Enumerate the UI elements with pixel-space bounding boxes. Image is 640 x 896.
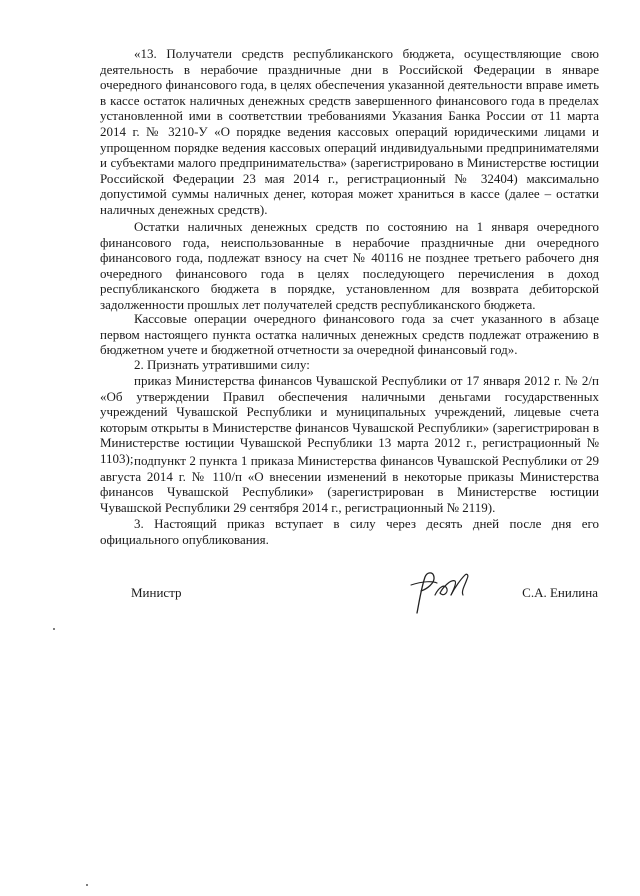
paragraph-cash-balances <box>100 219 599 313</box>
paragraph-3-text: 3. Настоящий приказ вступает в силу через десять дней после дня его официального опубликования. <box>100 516 599 547</box>
paragraph-cash-operations-text: Кассовые операции очередного финансового года за счет указанного в абзаце первом настоящего пункта остатка наличных денежных средств подлежат отражению в бюджетном учете и бюджетной отчетности за очередной финансовый год». <box>100 311 599 358</box>
paragraph-repealed-order-text: приказ Министерства финансов Чувашской Республики от 17 января 2012 г. № 2/п «Об утверждении Правил обеспечения наличными деньгами государственных учреждений Чувашской Республики и муниципальных учреждений, лицевые счета которым открыты в Министерстве финансов Чувашской Республики» (зарегистрирован в Министерстве юстиции Чувашской Республики 13 марта 2012 г., регистрационный № 1103); <box>100 373 599 466</box>
signatory-name: С.А. Енилина <box>522 585 598 600</box>
scan-speck <box>53 628 55 630</box>
signature-block <box>100 583 599 633</box>
handwritten-signature <box>403 569 473 615</box>
paragraph-cash-operations <box>100 311 599 358</box>
paragraph-13-text: «13. Получатели средств республиканского бюджета, осуществляющие свою деятельность в нерабочие праздничные дни в Российской Федерации в январе очередного финансового года, в целях обеспечения указанной деятельности вправе иметь в кассе остаток наличных денежных средств завершенного финансового года в пределах установленной ими в соответствии требованиями Указания Банка России от 11 марта 2014 г. № 3210-У «О порядке ведения кассовых операций юридическими лицами и упрощенном порядке ведения кассовых операций индивидуальными предпринимателями и субъектами малого предпринимательства» (зарегистрировано в Министерстве юстиции Российской Федерации 23 мая 2014 г., регистрационный № 32404) максимально допустимой суммы наличных денег, которая может храниться в кассе (далее – остатки наличных денежных средств). <box>100 46 599 217</box>
paragraph-cash-balances-text: Остатки наличных денежных средств по состоянию на 1 января очередного финансового года, неиспользованные в нерабочие праздничные дни очередного финансового года, подлежат взносу на счет № 40116 не позднее третьего рабочего дня очередного финансового года в целях последующего перечисления в доход республиканского бюджета в порядке, установленном для возврата дебиторской задолженности прошлых лет получателей средств республиканского бюджета. <box>100 219 599 312</box>
signatory-title: Министр <box>131 585 182 600</box>
paragraph-3 <box>100 516 599 547</box>
paragraph-2 <box>100 357 599 373</box>
paragraph-repealed-subclause <box>100 453 599 515</box>
paragraph-repealed-subclause-text: подпункт 2 пункта 1 приказа Министерства финансов Чувашской Республики от 29 августа 2014 г. № 110/п «О внесении изменений в некоторые приказы Министерства финансов Чувашской Республики» (зарегистрирован в Министерстве юстиции Чувашской Республики 29 сентября 2014 г., регистрационный № 2119). <box>100 453 599 515</box>
paragraph-13 <box>100 46 599 218</box>
scan-speck <box>86 884 88 886</box>
paragraph-2-text: 2. Признать утратившими силу: <box>134 357 310 372</box>
